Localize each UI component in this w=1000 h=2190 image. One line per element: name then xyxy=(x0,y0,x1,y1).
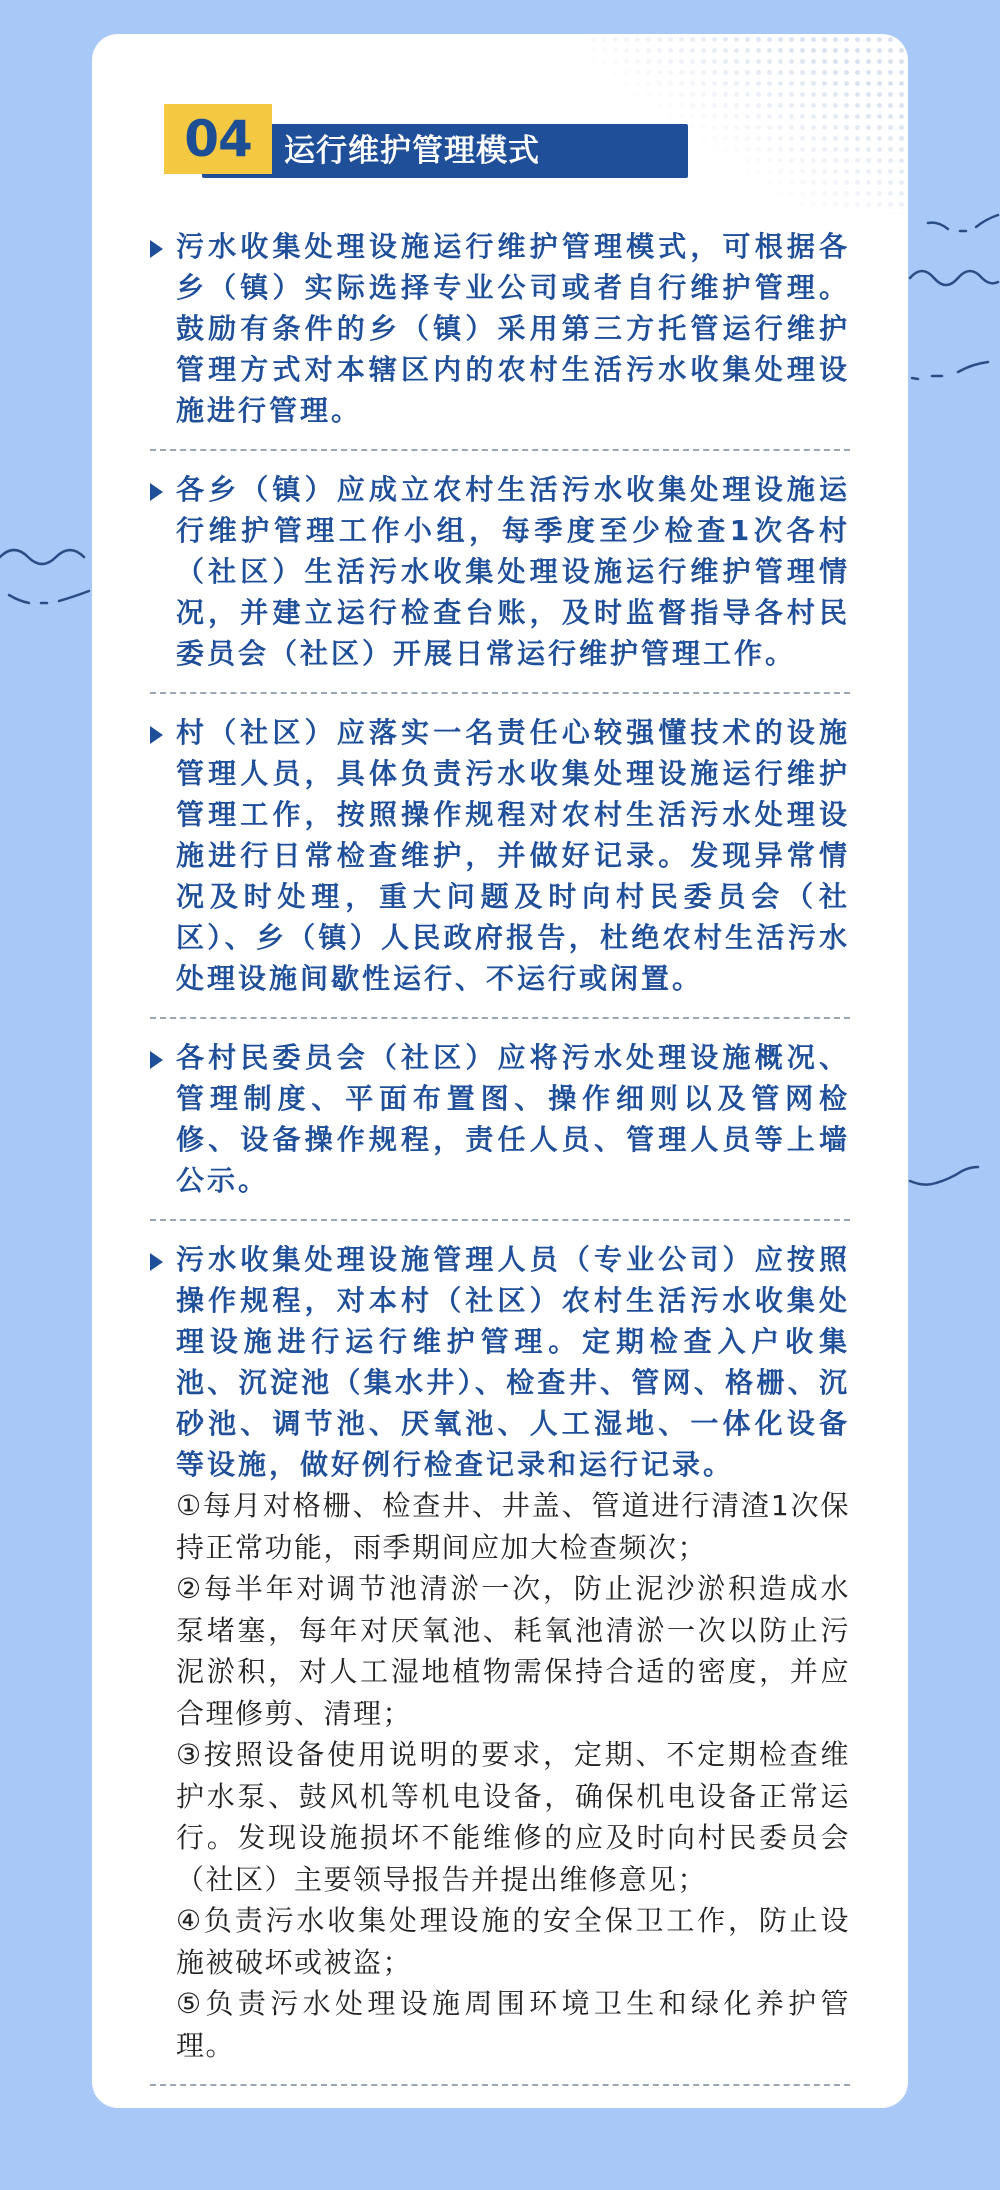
triangle-right-icon xyxy=(150,483,163,501)
sub-item: ②每半年对调节池清淤一次，防止泥沙淤积造成水泵堵塞，每年对厌氧池、耗氧池清淤一次以防止污泥淤积，对人工湿地植物需保持合适的密度，并应合理修剪、清理； xyxy=(176,1572,850,1730)
section-title: 运行维护管理模式 xyxy=(284,133,540,169)
sub-list xyxy=(176,1485,850,2066)
wave-icon xyxy=(5,585,95,615)
list-item xyxy=(150,1019,850,1221)
triangle-right-icon xyxy=(150,1253,163,1271)
title-bar xyxy=(202,124,688,178)
sub-item: ④负责污水收集处理设施的安全保卫工作，防止设施被破坏或被盗； xyxy=(176,1904,850,1979)
sub-item: ⑤负责污水处理设施周围环境卫生和绿化养护管理。 xyxy=(176,1987,850,2062)
wave-icon xyxy=(920,205,1000,245)
wave-icon xyxy=(908,258,1000,298)
wave-icon xyxy=(908,360,1000,390)
list-item xyxy=(150,451,850,694)
sub-item: ③按照设备使用说明的要求，定期、不定期检查维护水泵、鼓风机等机电设备，确保机电设备正常运行。发现设施损坏不能维修的应及时向村民委员会（社区）主要领导报告并提出维修意见； xyxy=(176,1738,850,1896)
sub-item: ①每月对格栅、检查井、井盖、管道进行清渣1次保持正常功能，雨季期间应加大检查频次； xyxy=(176,1489,850,1564)
wave-icon xyxy=(906,1155,1000,1195)
section-number: 04 xyxy=(164,104,272,174)
item-text: 污水收集处理设施管理人员（专业公司）应按照操作规程，对本村（社区）农村生活污水收集处理设施进行运行维护管理。定期检查入户收集池、沉淀池（集水井）、检查井、管网、格栅、沉砂池、调节池、厌氧池、人工湿地、一体化设备等设施，做好例行检查记录和运行记录。 xyxy=(176,1243,850,1481)
item-text: 村（社区）应落实一名责任心较强懂技术的设施管理人员，具体负责污水收集处理设施运行维护管理工作，按照操作规程对农村生活污水处理设施进行日常检查维护，并做好记录。发现异常情况及时处理，重大问题及时向村民委员会（社区）、乡（镇）人民政府报告，杜绝农村生活污水处理设施间歇性运行、不运行或闲置。 xyxy=(176,716,850,995)
triangle-right-icon xyxy=(150,240,163,258)
content-card xyxy=(92,34,908,2108)
list-item xyxy=(150,694,850,1019)
wave-icon xyxy=(0,535,95,575)
item-text: 各乡（镇）应成立农村生活污水收集处理设施运行维护管理工作小组，每季度至少检查1次各村（社区）生活污水收集处理设施运行维护管理情况，并建立运行检查台账，及时监督指导各村民委员会（社区）开展日常运行维护管理工作。 xyxy=(176,473,850,670)
content-list xyxy=(150,204,850,2086)
item-text: 各村民委员会（社区）应将污水处理设施概况、管理制度、平面布置图、操作细则以及管网检修、设备操作规程，责任人员、管理人员等上墙公示。 xyxy=(176,1041,850,1197)
item-text: 污水收集处理设施运行维护管理模式，可根据各乡（镇）实际选择专业公司或者自行维护管理。鼓励有条件的乡（镇）采用第三方托管运行维护管理方式对本辖区内的农村生活污水收集处理设施进行管理。 xyxy=(176,230,850,427)
triangle-right-icon xyxy=(150,1051,163,1069)
triangle-right-icon xyxy=(150,726,163,744)
list-item xyxy=(150,204,850,451)
list-item xyxy=(150,1221,850,2086)
section-header xyxy=(164,104,619,178)
